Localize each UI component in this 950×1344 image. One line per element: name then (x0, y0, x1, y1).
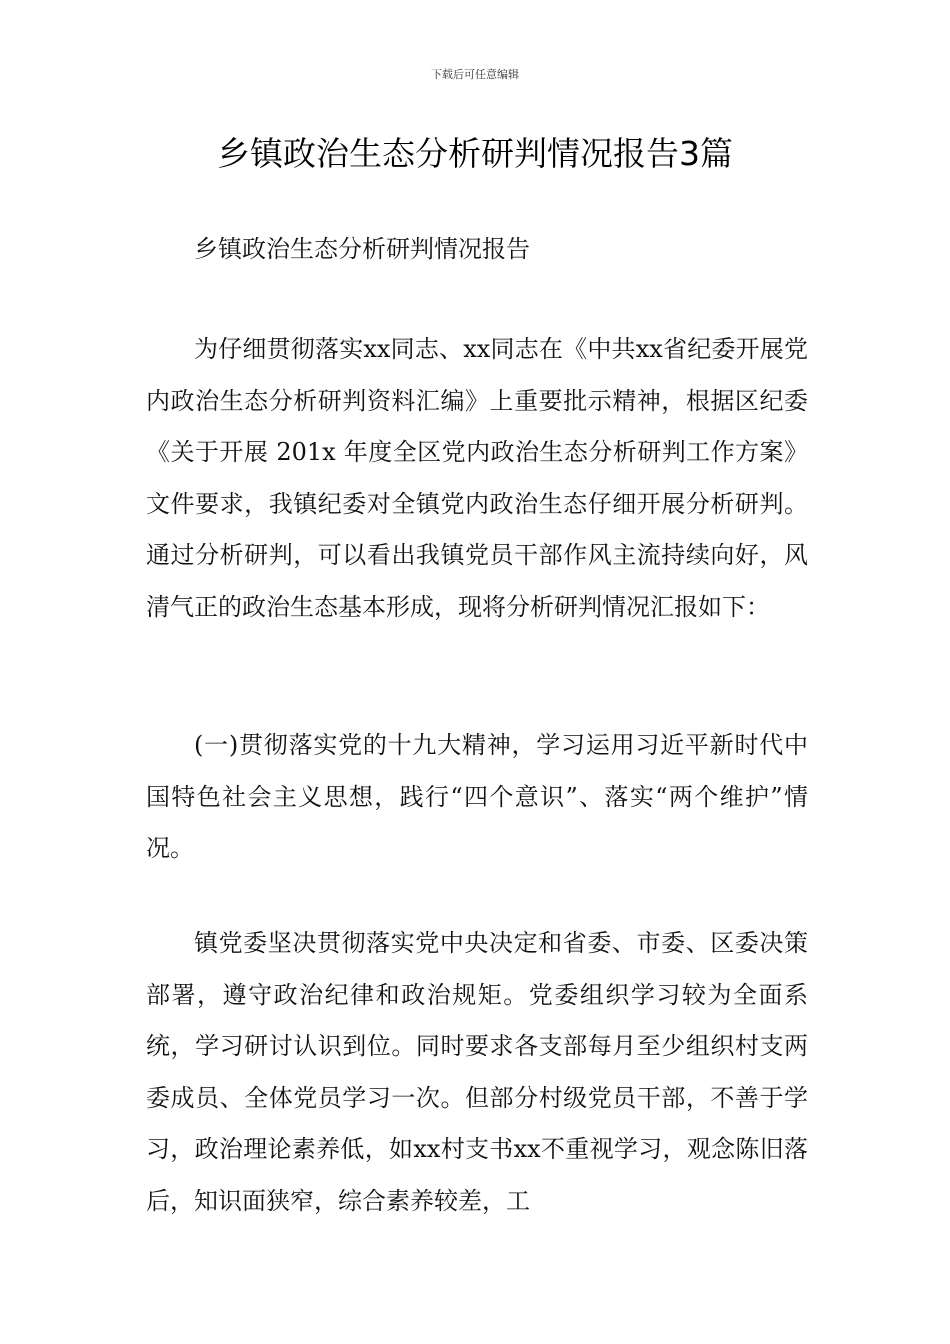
header-note: 下载后可任意编辑 (431, 68, 519, 81)
document-subtitle: 乡镇政治生态分析研判情况报告 (194, 235, 530, 263)
paragraph-intro: 为仔细贯彻落实xx同志、xx同志在《中共xx省纪委开展党内政治生态分析研判资料汇编》上重要批示精神，根据区纪委《关于开展 201x 年度全区党内政治生态分析研判工作方案》文件要求，我镇纪委对全镇党内政治生态仔细开展分析研判。通过分析研判，可以看出我镇党员干部作风主流持续向好，风清气正的政治生态基本形成，现将分析研判情况汇报如下： (146, 335, 808, 621)
document-title: 乡镇政治生态分析研判情况报告3篇 (217, 134, 733, 173)
paragraph-section-heading: (一)贯彻落实党的十九大精神，学习运用习近平新时代中国特色社会主义思想，践行“四个意识”、落实“两个维护”情况。 (146, 731, 808, 862)
paragraph-section-body: 镇党委坚决贯彻落实党中央决定和省委、市委、区委决策部署，遵守政治纪律和政治规矩。党委组织学习较为全面系统，学习研讨认识到位。同时要求各支部每月至少组织村支两委成员、全体党员学习一次。但部分村级党员干部，不善于学习，政治理论素养低，如xx村支书xx不重视学习，观念陈旧落后，知识面狭窄，综合素养较差，工 (146, 929, 808, 1215)
